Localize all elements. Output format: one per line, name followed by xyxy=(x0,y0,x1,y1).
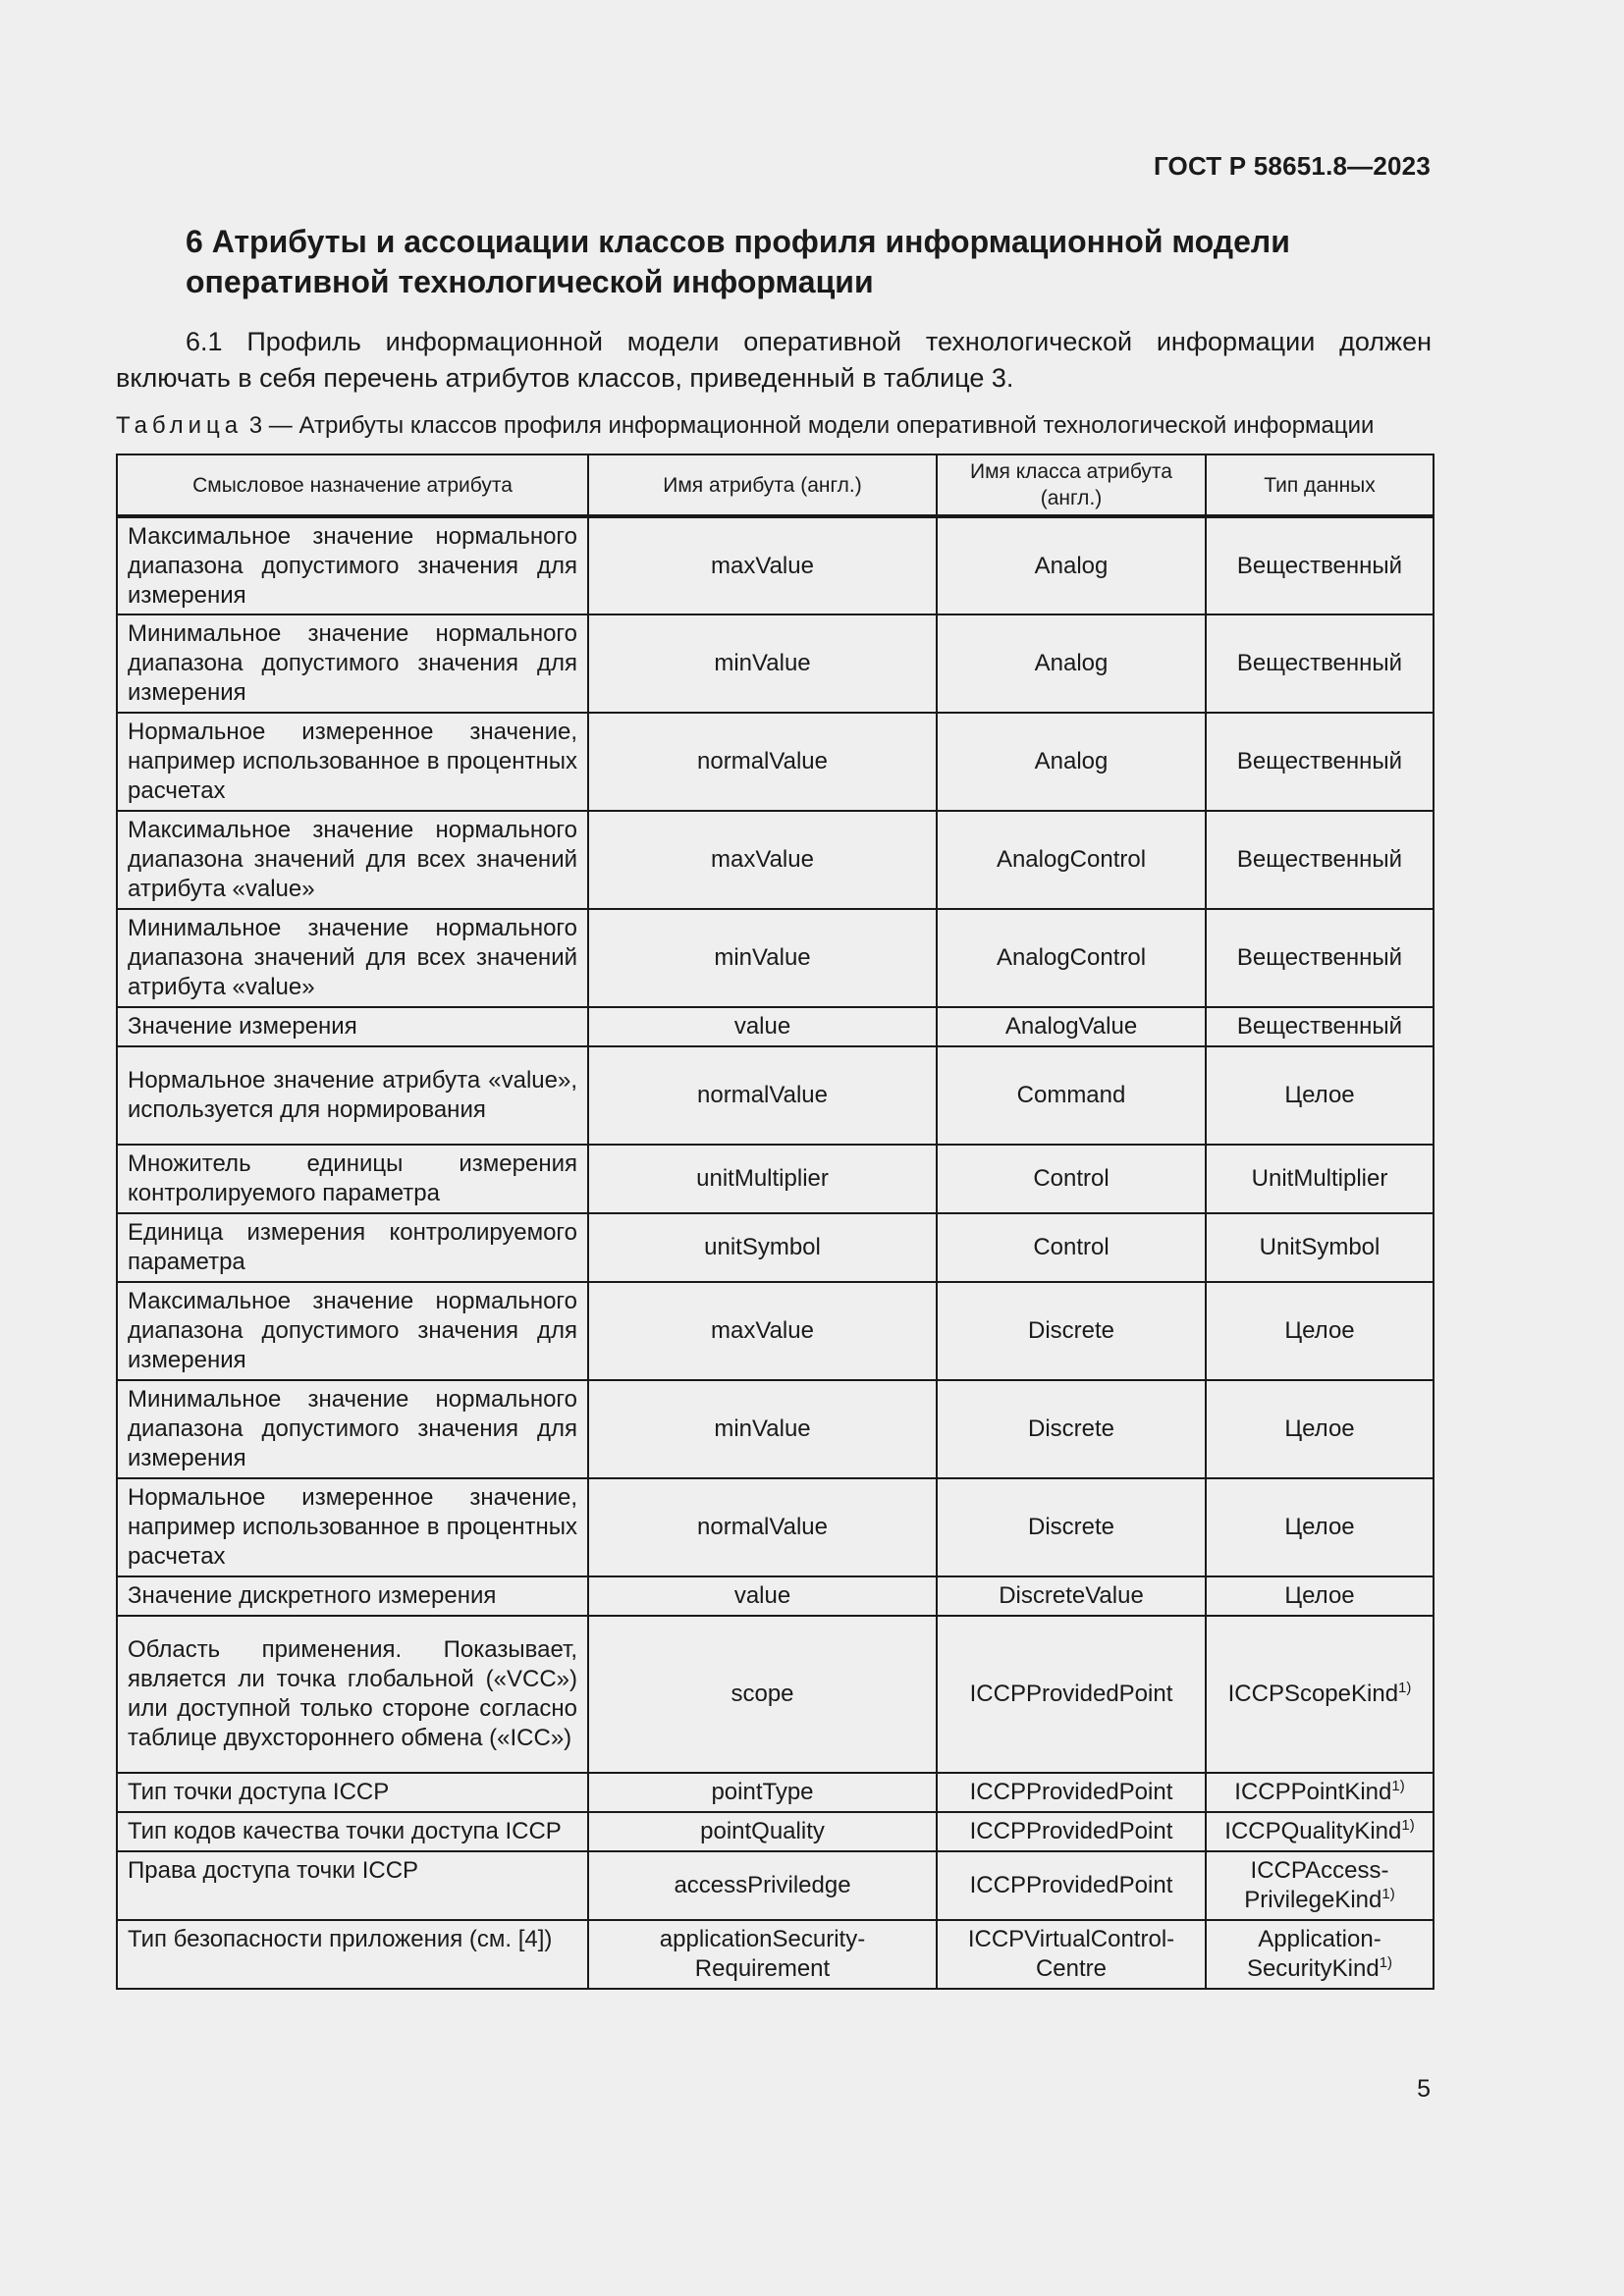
cell-description: Максимальное значение нормального диапазона допустимого значения для измерения xyxy=(117,516,588,614)
cell-data-type xyxy=(1206,1851,1434,1920)
footnote-marker: 1) xyxy=(1391,1778,1405,1794)
table-row xyxy=(117,1616,1434,1773)
cell-attribute-name: value xyxy=(588,1007,937,1046)
cell-data-type xyxy=(1206,811,1434,909)
cell-class-name: Discrete xyxy=(937,1478,1206,1576)
data-type-text: UnitMultiplier xyxy=(1251,1165,1388,1192)
cell-attribute-name: scope xyxy=(588,1616,937,1773)
data-type-text: Целое xyxy=(1284,1317,1355,1344)
cell-description: Область применения. Показывает, является ли точка глобальной («VCC») или доступной только стороне согласно таблице двухстороннего обмена («ICC») xyxy=(117,1616,588,1773)
cell-class-name: Discrete xyxy=(937,1380,1206,1478)
cell-description: Тип точки доступа ICCP xyxy=(117,1773,588,1812)
cell-class-name: Analog xyxy=(937,614,1206,713)
table-row xyxy=(117,1773,1434,1812)
table-row xyxy=(117,1576,1434,1616)
table-row xyxy=(117,1145,1434,1213)
cell-attribute-name: normalValue xyxy=(588,1046,937,1145)
section-title: 6 Атрибуты и ассоциации классов профиля информационной модели оперативной технологической информации xyxy=(186,224,1290,299)
data-type-text: Вещественный xyxy=(1236,944,1403,971)
cell-description: Единица измерения контролируемого параметра xyxy=(117,1213,588,1282)
cell-description: Нормальное измеренное значение, например использованное в процентных расчетах xyxy=(117,1478,588,1576)
table-header-row xyxy=(117,454,1434,516)
data-type-text: Целое xyxy=(1284,1514,1355,1540)
cell-description: Нормальное значение атрибута «value», используется для нормирования xyxy=(117,1046,588,1145)
data-type-text: Вещественный xyxy=(1236,650,1403,676)
cell-description: Тип безопасности приложения (см. [4]) xyxy=(117,1920,588,1989)
cell-description: Минимальное значение нормального диапазона значений для всех значений атрибута «value» xyxy=(117,909,588,1007)
cell-attribute-name: normalValue xyxy=(588,1478,937,1576)
table-body xyxy=(117,516,1434,1989)
data-type-text: ICCPScopeKind xyxy=(1227,1681,1399,1707)
cell-data-type xyxy=(1206,1007,1434,1046)
table-row xyxy=(117,909,1434,1007)
table-caption-label: Таблица xyxy=(116,412,244,439)
cell-attribute-name: pointType xyxy=(588,1773,937,1812)
cell-data-type xyxy=(1206,909,1434,1007)
cell-data-type xyxy=(1206,1046,1434,1145)
table-row xyxy=(117,811,1434,909)
cell-description: Минимальное значение нормального диапазона допустимого значения для измерения xyxy=(117,614,588,713)
cell-attribute-name: pointQuality xyxy=(588,1812,937,1851)
cell-description: Минимальное значение нормального диапазона допустимого значения для измерения xyxy=(117,1380,588,1478)
cell-attribute-name: unitMultiplier xyxy=(588,1145,937,1213)
data-type-text: Целое xyxy=(1284,1582,1355,1609)
document-code: ГОСТ Р 58651.8—2023 xyxy=(1153,151,1431,181)
data-type-text: UnitSymbol xyxy=(1259,1234,1380,1260)
table-caption xyxy=(116,412,1432,440)
cell-data-type xyxy=(1206,1478,1434,1576)
footnote-marker: 1) xyxy=(1401,1817,1415,1834)
cell-class-name: Analog xyxy=(937,713,1206,811)
column-header-data-type: Тип данных xyxy=(1206,454,1434,516)
table-row xyxy=(117,1282,1434,1380)
cell-class-name: ICCPProvidedPoint xyxy=(937,1616,1206,1773)
cell-class-name: Command xyxy=(937,1046,1206,1145)
cell-attribute-name: maxValue xyxy=(588,1282,937,1380)
cell-class-name: Analog xyxy=(937,516,1206,614)
cell-data-type xyxy=(1206,1282,1434,1380)
footnote-marker: 1) xyxy=(1398,1680,1412,1696)
footnote-marker: 1) xyxy=(1379,1954,1393,1971)
cell-attribute-name: minValue xyxy=(588,1380,937,1478)
data-type-text: Application-SecurityKind xyxy=(1246,1926,1381,1982)
cell-description: Значение измерения xyxy=(117,1007,588,1046)
table-row xyxy=(117,1478,1434,1576)
table-row xyxy=(117,614,1434,713)
table-caption-text: 3 — Атрибуты классов профиля информационной модели оперативной технологической информации xyxy=(248,412,1375,439)
cell-attribute-name: applicationSecurity-Requirement xyxy=(588,1920,937,1989)
cell-class-name: ICCPProvidedPoint xyxy=(937,1851,1206,1920)
column-header-attribute-name: Имя атрибута (англ.) xyxy=(588,454,937,516)
data-type-text: ICCPQualityKind xyxy=(1224,1818,1402,1844)
table-row xyxy=(117,1380,1434,1478)
table-row xyxy=(117,1213,1434,1282)
page-number: 5 xyxy=(1417,2075,1431,2103)
cell-data-type xyxy=(1206,1213,1434,1282)
table-row xyxy=(117,1812,1434,1851)
cell-description: Значение дискретного измерения xyxy=(117,1576,588,1616)
cell-description: Тип кодов качества точки доступа ICCP xyxy=(117,1812,588,1851)
cell-data-type xyxy=(1206,1812,1434,1851)
cell-class-name: ICCPProvidedPoint xyxy=(937,1812,1206,1851)
cell-class-name: AnalogControl xyxy=(937,811,1206,909)
attributes-table xyxy=(116,454,1435,1990)
column-header-class-name: Имя класса атрибута (англ.) xyxy=(937,454,1206,516)
cell-attribute-name: maxValue xyxy=(588,516,937,614)
table-row xyxy=(117,1851,1434,1920)
footnote-marker: 1) xyxy=(1381,1886,1395,1902)
cell-attribute-name: accessPriviledge xyxy=(588,1851,937,1920)
cell-class-name: ICCPVirtualControl-Centre xyxy=(937,1920,1206,1989)
table-row xyxy=(117,713,1434,811)
cell-data-type xyxy=(1206,614,1434,713)
cell-class-name: ICCPProvidedPoint xyxy=(937,1773,1206,1812)
cell-data-type xyxy=(1206,1145,1434,1213)
cell-description: Права доступа точки ICCP xyxy=(117,1851,588,1920)
table-row xyxy=(117,1046,1434,1145)
cell-description: Нормальное измеренное значение, например использованное в процентных расчетах xyxy=(117,713,588,811)
cell-attribute-name: unitSymbol xyxy=(588,1213,937,1282)
cell-class-name: AnalogValue xyxy=(937,1007,1206,1046)
cell-description: Максимальное значение нормального диапазона значений для всех значений атрибута «value» xyxy=(117,811,588,909)
cell-data-type xyxy=(1206,1773,1434,1812)
cell-data-type xyxy=(1206,1616,1434,1773)
cell-description: Множитель единицы измерения контролируемого параметра xyxy=(117,1145,588,1213)
cell-data-type xyxy=(1206,1380,1434,1478)
cell-data-type xyxy=(1206,516,1434,614)
data-type-text: ICCPAccess-PrivilegeKind xyxy=(1244,1857,1389,1913)
data-type-text: Вещественный xyxy=(1236,1013,1403,1040)
data-type-text: Вещественный xyxy=(1236,748,1403,774)
cell-attribute-name: maxValue xyxy=(588,811,937,909)
cell-attribute-name: minValue xyxy=(588,614,937,713)
cell-class-name: Control xyxy=(937,1145,1206,1213)
cell-data-type xyxy=(1206,1920,1434,1989)
table-row xyxy=(117,1007,1434,1046)
cell-description: Максимальное значение нормального диапазона допустимого значения для измерения xyxy=(117,1282,588,1380)
data-type-text: ICCPPointKind xyxy=(1234,1779,1392,1805)
cell-attribute-name: normalValue xyxy=(588,713,937,811)
column-header-description: Смысловое назначение атрибута xyxy=(117,454,588,516)
cell-attribute-name: minValue xyxy=(588,909,937,1007)
data-type-text: Вещественный xyxy=(1236,846,1403,873)
data-type-text: Целое xyxy=(1284,1082,1355,1108)
intro-paragraph: 6.1 Профиль информационной модели оперативной технологической информации должен включать в себя перечень атрибутов классов, приведенный в таблице 3. xyxy=(116,327,1432,393)
table-row xyxy=(117,516,1434,614)
table-row xyxy=(117,1920,1434,1989)
cell-class-name: DiscreteValue xyxy=(937,1576,1206,1616)
cell-class-name: Discrete xyxy=(937,1282,1206,1380)
cell-data-type xyxy=(1206,713,1434,811)
cell-data-type xyxy=(1206,1576,1434,1616)
cell-attribute-name: value xyxy=(588,1576,937,1616)
data-type-text: Вещественный xyxy=(1236,552,1403,579)
cell-class-name: Control xyxy=(937,1213,1206,1282)
cell-class-name: AnalogControl xyxy=(937,909,1206,1007)
data-type-text: Целое xyxy=(1284,1415,1355,1442)
